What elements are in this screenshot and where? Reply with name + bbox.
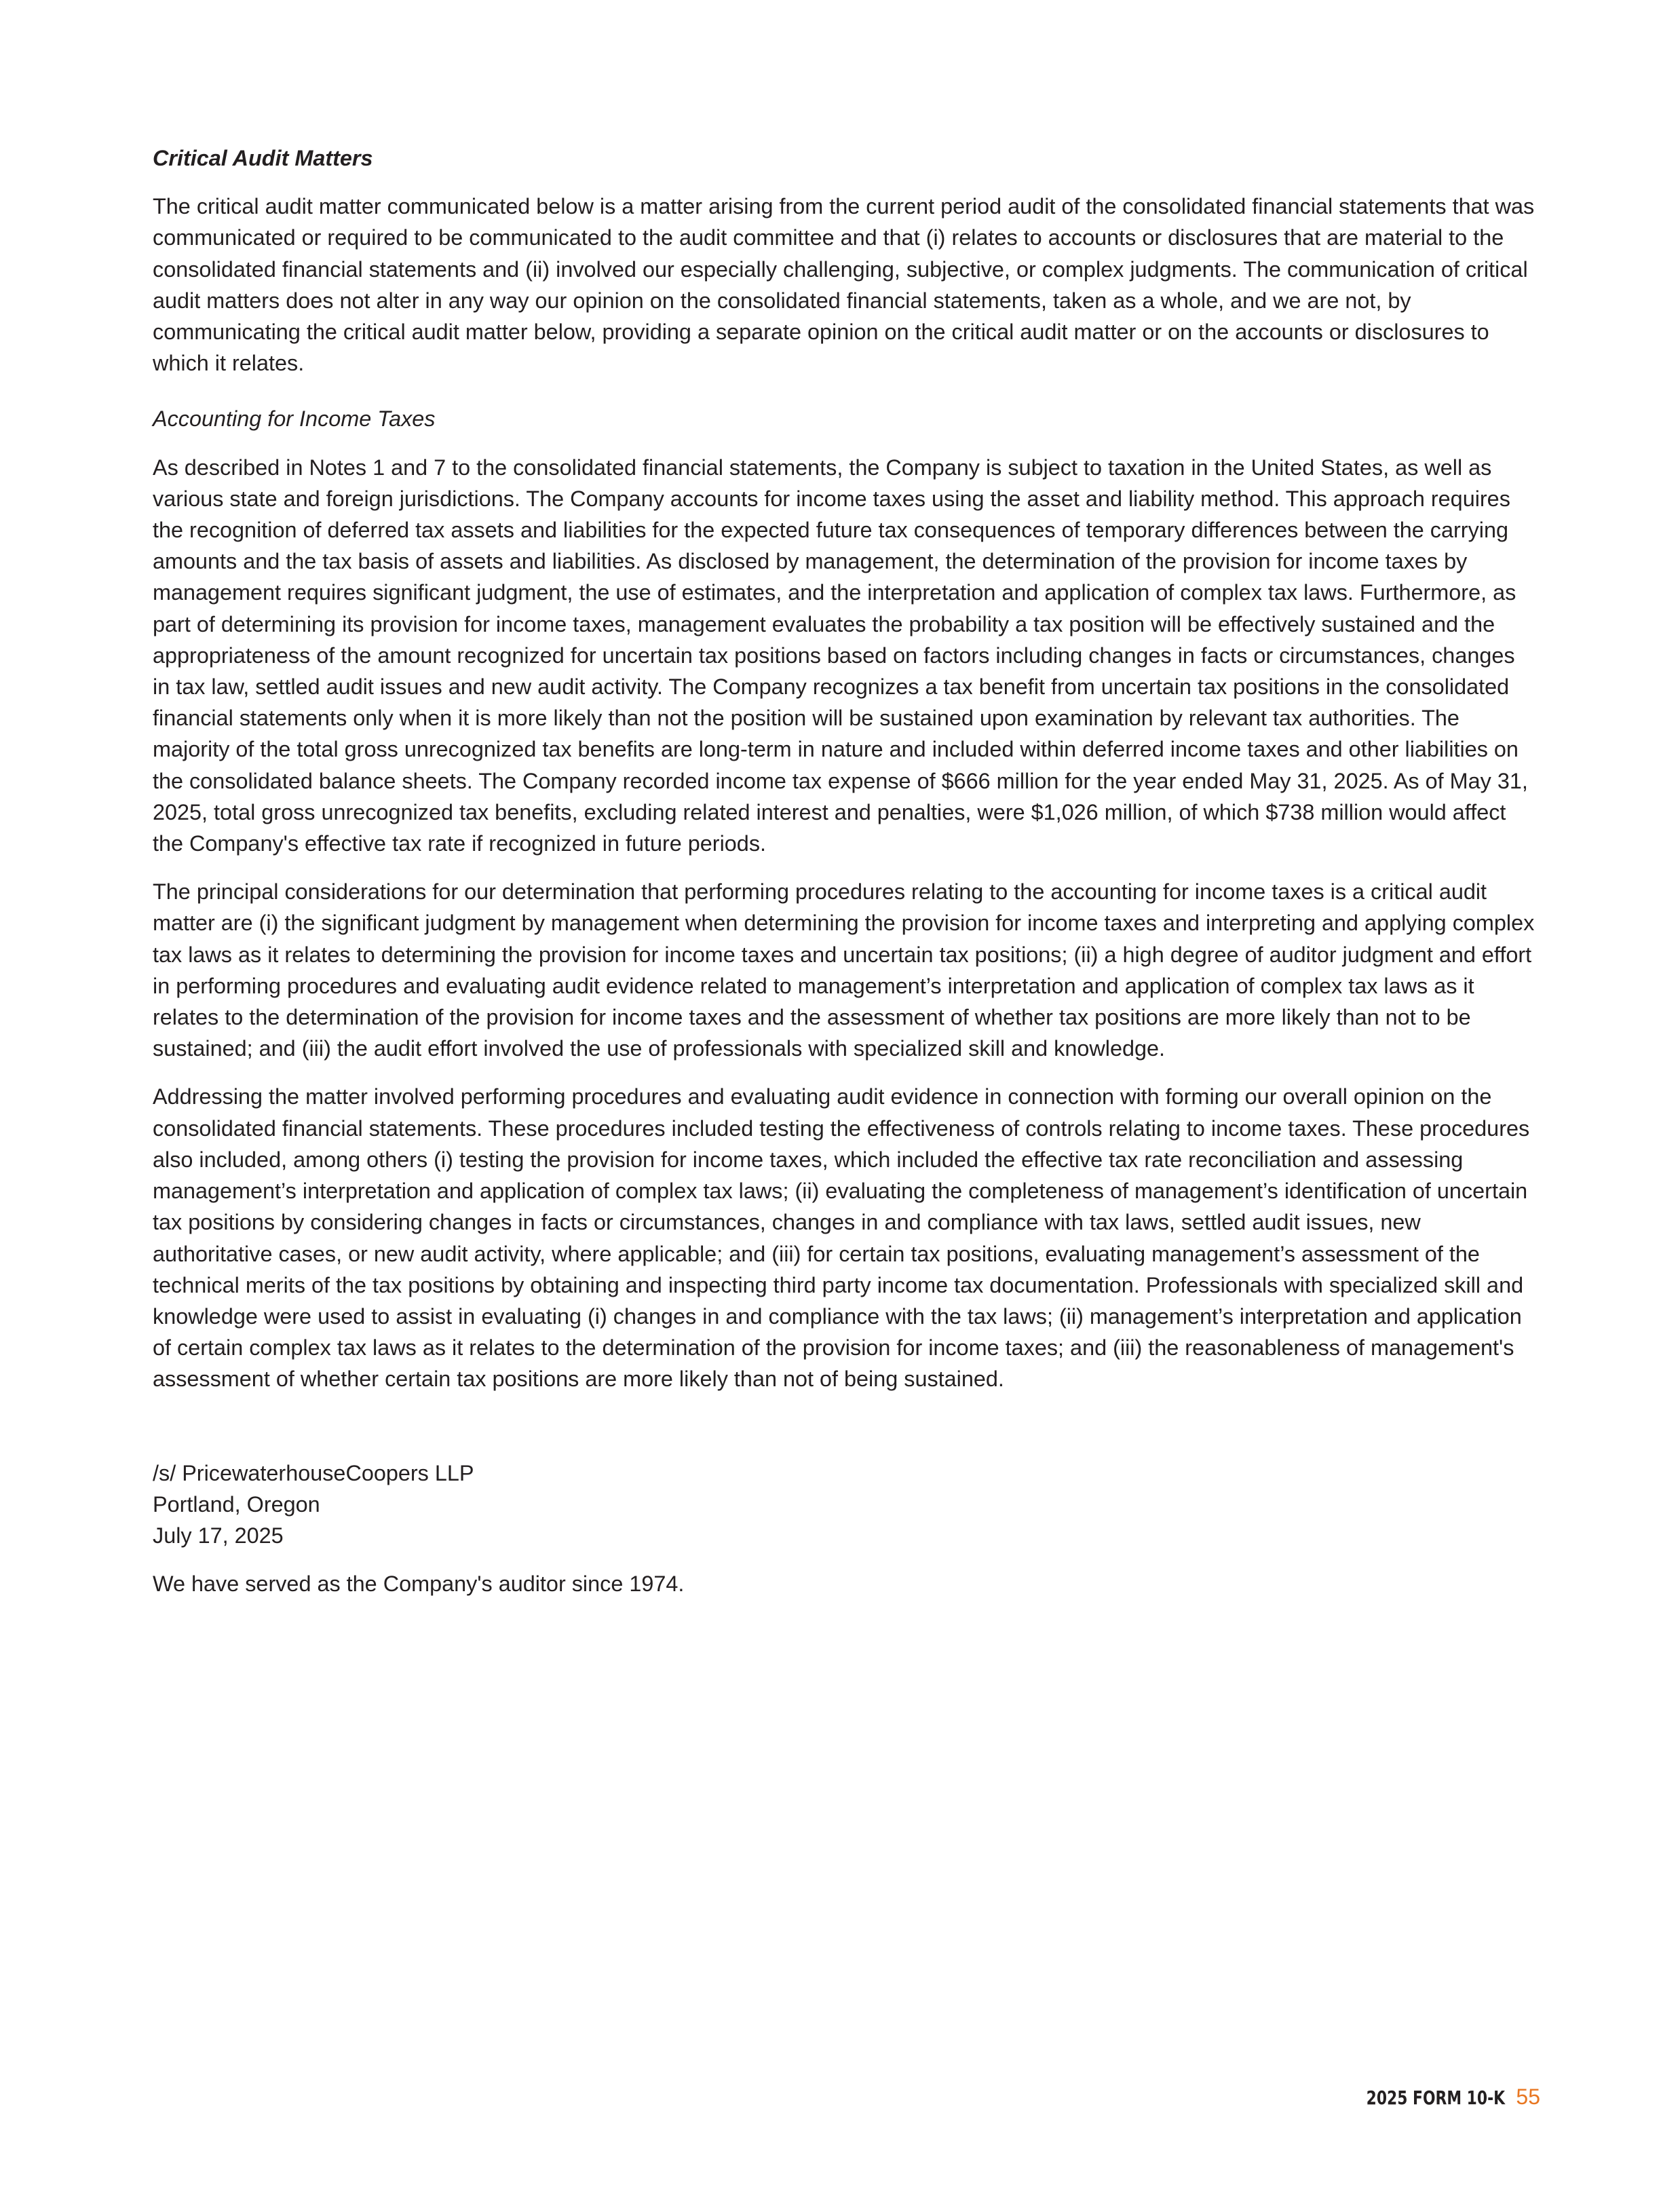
document-body	[153, 142, 1537, 1599]
matter-paragraph-1: As described in Notes 1 and 7 to the consolidated financial statements, the Company is subject to taxation in the United States, as well as various state and foreign jurisdictions. The Company accounts for income taxes using the asset and liability method. This approach requires the recognition of deferred tax assets and liabilities for the expected future tax consequences of temporary differences between the carrying amounts and the tax basis of assets and liabilities. As disclosed by management, the determination of the provision for income taxes by management requires significant judgment, the use of estimates, and the interpretation and application of complex tax laws. Furthermore, as part of determining its provision for income taxes, management evaluates the probability a tax position will be effectively sustained and the appropriateness of the amount recognized for uncertain tax positions based on factors including changes in facts or circumstances, changes in tax law, settled audit issues and new audit activity. The Company recognizes a tax benefit from uncertain tax positions in the consolidated financial statements only when it is more likely than not the position will be sustained upon examination by relevant tax authorities. The majority of the total gross unrecognized tax benefits are long-term in nature and included within deferred income taxes and other liabilities on the consolidated balance sheets. The Company recorded income tax expense of $666 million for the year ended May 31, 2025. As of May 31, 2025, total gross unrecognized tax benefits, excluding related interest and penalties, were $1,026 million, of which $738 million would affect the Company's effective tax rate if recognized in future periods.	[153, 455, 1528, 856]
signature-location: Portland, Oregon	[153, 1491, 320, 1517]
matter-title: Accounting for Income Taxes	[153, 406, 436, 432]
page-footer	[1327, 2085, 1540, 2110]
signature-firm: /s/ PricewaterhouseCoopers LLP	[153, 1460, 474, 1485]
footer-form-label: 2025 FORM 10-K	[1366, 2087, 1506, 2109]
intro-paragraph: The critical audit matter communicated below is a matter arising from the current period audit of the consolidated financial statements that was communicated or required to be communicated to the audit committee and that (i) relates to accounts or disclosures that are material to the consolidated financial statements and (ii) involved our especially challenging, subjective, or complex judgments. The communication of critical audit matters does not alter in any way our opinion on the consolidated financial statements, taken as a whole, and we are not, by communicating the critical audit matter below, providing a separate opinion on the critical audit matter or on the accounts or disclosures to which it relates.	[153, 194, 1535, 376]
signature-date: July 17, 2025	[153, 1523, 284, 1548]
matter-paragraph-2: The principal considerations for our determination that performing procedures relating to the accounting for income taxes is a critical audit matter are (i) the significant judgment by management when determining the provision for income taxes and interpreting and applying complex tax laws as it relates to determining the provision for income taxes and uncertain tax positions; (ii) a high degree of auditor judgment and effort in performing procedures and evaluating audit evidence related to management’s interpretation and application of complex tax laws as it relates to the determination of the provision for income taxes and the assessment of whether tax positions are more likely than not to be sustained; and (iii) the audit effort involved the use of professionals with specialized skill and knowledge.	[153, 879, 1535, 1061]
signature-block	[153, 1458, 1537, 1552]
auditor-tenure: We have served as the Company's auditor since 1974.	[153, 1572, 685, 1597]
matter-paragraph-3: Addressing the matter involved performing procedures and evaluating audit evidence in connection with forming our overall opinion on the consolidated financial statements. These procedures included testing the effectiveness of controls relating to income taxes. These procedures also included, among others (i) testing the provision for income taxes, which included the effective tax rate reconciliation and assessing management’s interpretation and application of complex tax laws; (ii) evaluating the completeness of management’s identification of uncertain tax positions by considering changes in facts or circumstances, changes in and compliance with tax laws, settled audit issues, new authoritative cases, or new audit activity, where applicable; and (iii) for certain tax positions, evaluating management’s assessment of the technical merits of the tax positions by obtaining and inspecting third party income tax documentation. Professionals with specialized skill and knowledge were used to assist in evaluating (i) changes in and compliance with the tax laws; (ii) management’s interpretation and application of certain complex tax laws as it relates to the determination of the provision for income taxes; and (iii) the reasonableness of management's assessment of whether certain tax positions are more likely than not of being sustained.	[153, 1084, 1530, 1392]
section-title: Critical Audit Matters	[153, 146, 373, 170]
page-number: 55	[1516, 2085, 1540, 2109]
